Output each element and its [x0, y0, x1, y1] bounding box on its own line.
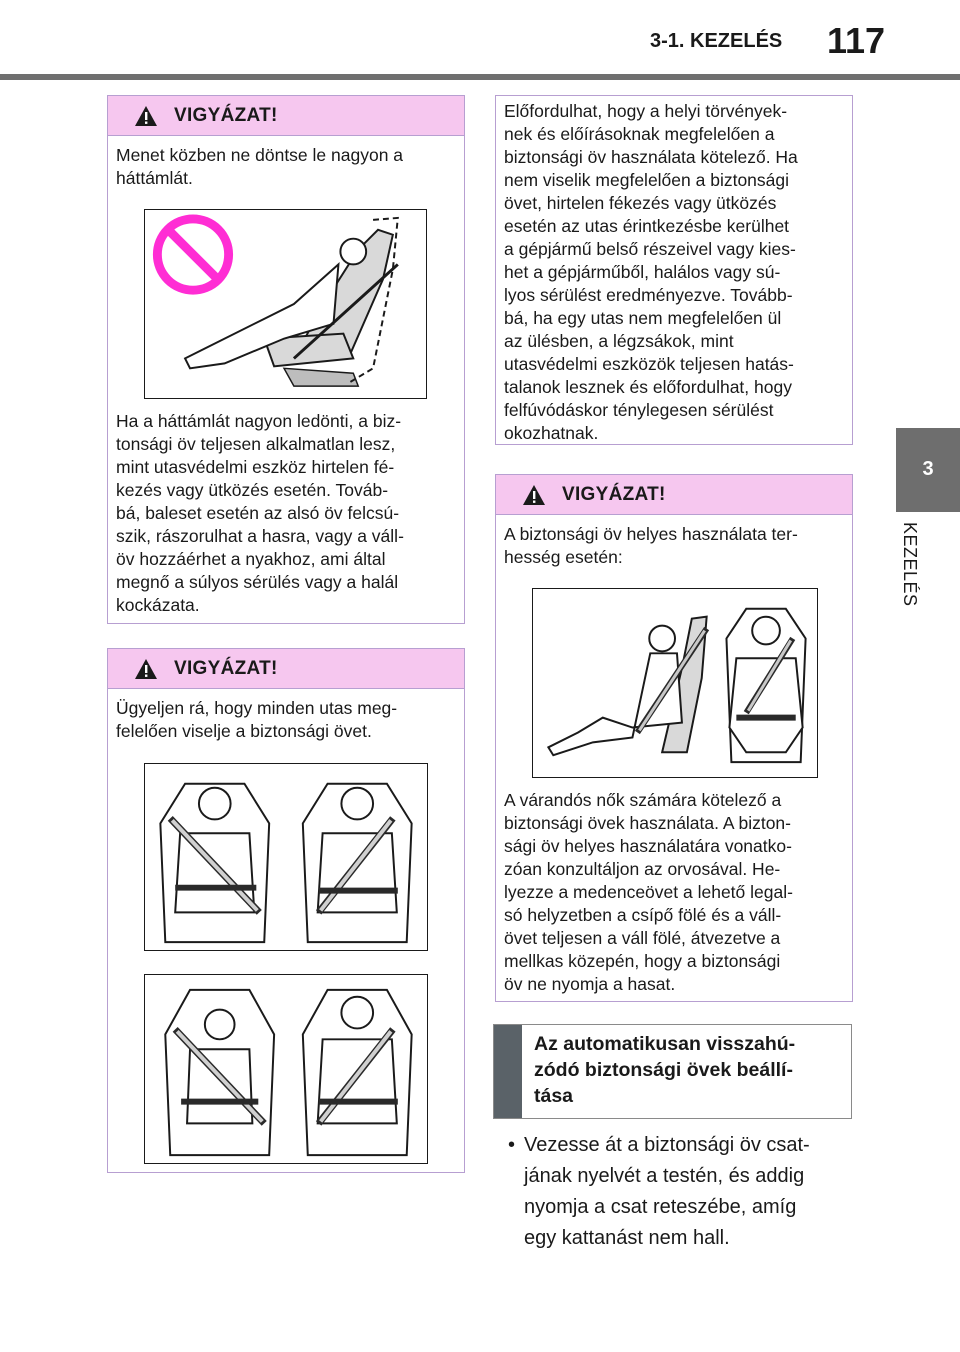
text-line: Ha a háttámlát nagyon ledönti, a biz- — [116, 411, 402, 431]
section-title: 3-1. KEZELÉS — [650, 30, 783, 52]
continued-text — [504, 100, 798, 445]
heading-line: zódó biztonsági övek beállí- — [534, 1059, 793, 1081]
section-heading-box — [493, 1024, 852, 1119]
header-rule — [0, 74, 960, 80]
rear-seats-illustration — [144, 974, 428, 1164]
belted-child-and-woman-figure — [145, 975, 427, 1163]
text-line: felfúvódáskor ténylegesen sérülést — [504, 400, 774, 420]
text-line: lyezze a medenceövet a lehető legal- — [504, 882, 793, 902]
warning-header — [108, 649, 464, 689]
text-line: övet teljesen a váll fölé, átvezetve a — [504, 928, 781, 948]
warning-header — [108, 96, 464, 136]
text-line: okozhatnak. — [504, 423, 599, 443]
text-line: tonsági öv teljesen alkalmatlan lesz, — [116, 434, 396, 454]
text-line: A biztonsági öv helyes használata ter- — [504, 524, 798, 544]
chapter-label-text: KEZELÉS — [900, 522, 920, 607]
warning-text-top — [504, 523, 798, 569]
text-line: kezés vagy ütközés esetén. Továb- — [116, 480, 389, 500]
bullet-text — [524, 1130, 854, 1254]
warning-title: VIGYÁZAT! — [174, 658, 278, 679]
text-line: jának nyelvét a testén, és addig — [524, 1165, 805, 1187]
text-line: a gépjármű belső részeivel vagy kies- — [504, 239, 796, 259]
text-line: bá, baleset esetén az alsó öv felcsú- — [116, 503, 400, 523]
heading-line: Az automatikusan visszahú- — [534, 1033, 796, 1055]
section-heading — [534, 1031, 841, 1109]
belted-passengers-figure — [145, 764, 427, 950]
warning-header — [496, 475, 852, 515]
text-line: mellkas közepén, hogy a biztonsági — [504, 951, 781, 971]
heading-line: tása — [534, 1085, 574, 1107]
text-line: nem viselik megfelelően a biztonsági — [504, 170, 790, 190]
text-line: háttámlát. — [116, 168, 193, 188]
chapter-tab[interactable] — [896, 428, 960, 512]
text-line: hesség esetén: — [504, 547, 623, 567]
text-line: só helyzetben a csípő fölé és a váll- — [504, 905, 782, 925]
text-line: megnő a súlyos sérülés vagy a halál — [116, 572, 399, 592]
page-number: 117 — [827, 20, 886, 61]
warning-text-bottom — [116, 410, 404, 617]
pregnancy-belt-illustration — [532, 588, 818, 778]
text-line: nek és előírásoknak megfelelően a — [504, 124, 775, 144]
text-line: utasvédelmi eszközök teljesen hatás- — [504, 354, 794, 374]
chapter-number: 3 — [922, 458, 934, 480]
continued-warning-box — [495, 95, 853, 445]
text-line: nyomja a csat reteszébe, amíg — [524, 1196, 797, 1218]
warning-triangle-icon — [134, 105, 158, 127]
warning-box-passengers — [107, 648, 465, 1173]
text-line: Előfordulhat, hogy a helyi törvények- — [504, 101, 788, 121]
text-line: zóan konzultáljon az orvosával. He- — [504, 859, 781, 879]
text-line: esetén az utas érintkezésbe kerülhet — [504, 216, 790, 236]
warning-title: VIGYÁZAT! — [174, 105, 278, 126]
warning-triangle-icon — [522, 484, 546, 506]
text-line: sági öv helyes használatára vonatko- — [504, 836, 792, 856]
bullet-marker: • — [508, 1134, 516, 1156]
warning-title: VIGYÁZAT! — [562, 484, 666, 505]
text-line: bá, ha egy utas nem megfelelően ül — [504, 308, 782, 328]
text-line: felelően viselje a biztonsági övet. — [116, 721, 372, 741]
text-line: Ügyeljen rá, hogy minden utas meg- — [116, 698, 398, 718]
text-line: biztonsági övek használata. A bizton- — [504, 813, 791, 833]
warning-box-recline — [107, 95, 465, 624]
warning-box-pregnancy — [495, 474, 853, 1002]
pregnant-passenger-figure — [533, 589, 817, 777]
text-line: az ülésben, a légzsákok, mint — [504, 331, 734, 351]
text-line: egy kattanást nem hall. — [524, 1227, 730, 1249]
text-line: Menet közben ne döntse le nagyon a — [116, 145, 404, 165]
text-line: övet, hirtelen fékezés vagy ütközés — [504, 193, 777, 213]
text-line: kockázata. — [116, 595, 200, 615]
front-seats-illustration — [144, 763, 428, 951]
text-line: mint utasvédelmi eszköz hirtelen fé- — [116, 457, 395, 477]
reclined-passenger-figure — [145, 210, 426, 398]
section-heading-bar — [494, 1025, 522, 1118]
text-line: biztonsági öv használata kötelező. Ha — [504, 147, 798, 167]
text-line: szik, rászorulhat a hasra, vagy a váll- — [116, 526, 404, 546]
text-line: lyos sérülést eredményezve. Tovább- — [504, 285, 793, 305]
text-line: het a gépjárműből, halálos vagy sú- — [504, 262, 781, 282]
text-line: öv ne nyomja a hasat. — [504, 974, 676, 994]
warning-text-bottom — [504, 789, 793, 996]
reclined-seat-illustration — [144, 209, 427, 399]
warning-text-top — [116, 144, 403, 190]
warning-triangle-icon — [134, 658, 158, 680]
text-line: Vezesse át a biztonsági öv csat- — [524, 1134, 810, 1156]
text-line: A várandós nők számára kötelező a — [504, 790, 782, 810]
warning-text-top — [116, 697, 397, 743]
chapter-label — [900, 522, 940, 642]
prohibition-icon — [157, 219, 228, 290]
page-header — [0, 0, 960, 80]
text-line: öv hozzáérhet a nyakhoz, ami által — [116, 549, 386, 569]
text-line: talanok lesznek és előfordulhat, hogy — [504, 377, 792, 397]
